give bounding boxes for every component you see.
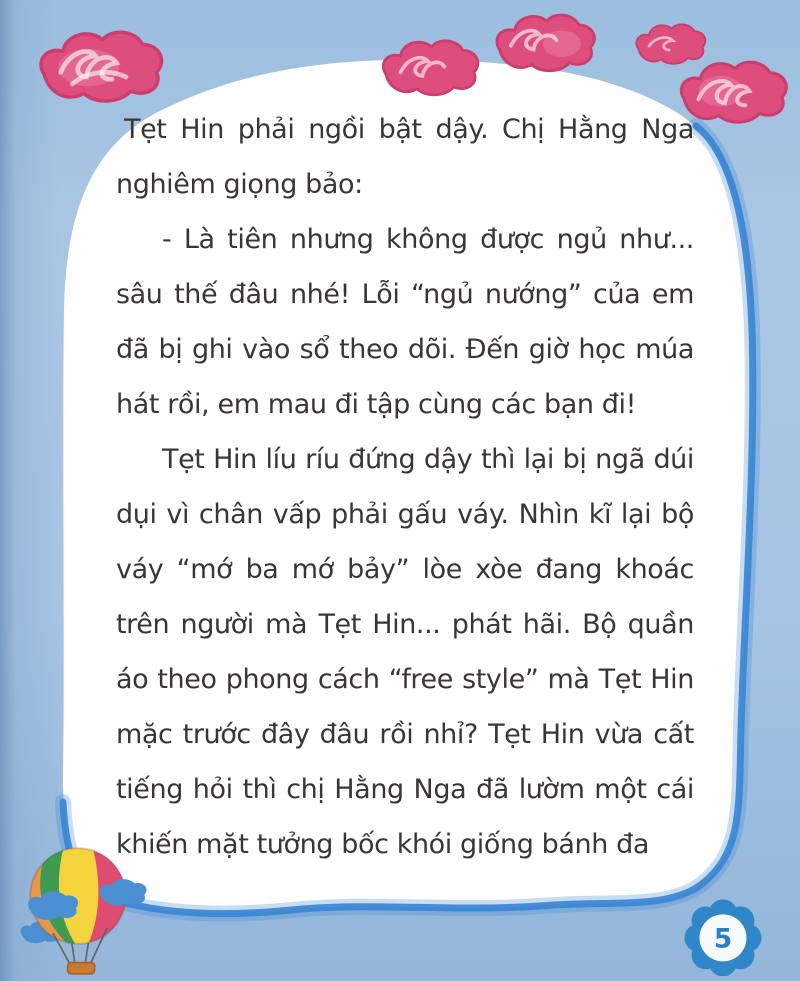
balloon-basket [68, 962, 95, 973]
page-number-flower [676, 896, 770, 976]
mini-blue-cloud-icon [22, 884, 84, 924]
pink-cloud-icon [372, 32, 484, 98]
mini-blue-cloud-icon [94, 872, 152, 910]
pink-cloud-icon [486, 6, 600, 74]
story-paragraph: - Là tiên nhưng không được ngủ như... sâu thế đâu nhé! Lỗi “ngủ nướng” của em đã bị ghi vào sổ theo dõi. Đến giờ học múa hát rồi, em mau đi tập cùng các bạn đi! [116, 224, 694, 420]
story-paragraph: Tẹt Hin líu ríu đứng dậy thì lại bị ngã dúi dụi vì chân vấp phải gấu váy. Nhìn kĩ lại bộ váy “mớ ba mớ bảy” lòe xòe đang khoác trên người mà Tẹt Hin... phát hãi. Bộ quần áo theo phong cách “free style” mà Tẹt Hin mặc trước đây đâu rồi nhỉ? Tẹt Hin vừa cất tiếng hỏi thì chị Hằng Nga đã lườm một cái khiến mặt tưởng bốc khói giống bánh đa [116, 444, 694, 860]
page-number: 5 [713, 924, 733, 955]
story-text [116, 102, 694, 872]
pink-cloud-icon [28, 14, 168, 112]
pink-cloud-icon [670, 52, 792, 126]
story-paragraph: Tẹt Hin phải ngồi bật dậy. Chị Hằng Nga nghiêm giọng bảo: [116, 114, 694, 200]
